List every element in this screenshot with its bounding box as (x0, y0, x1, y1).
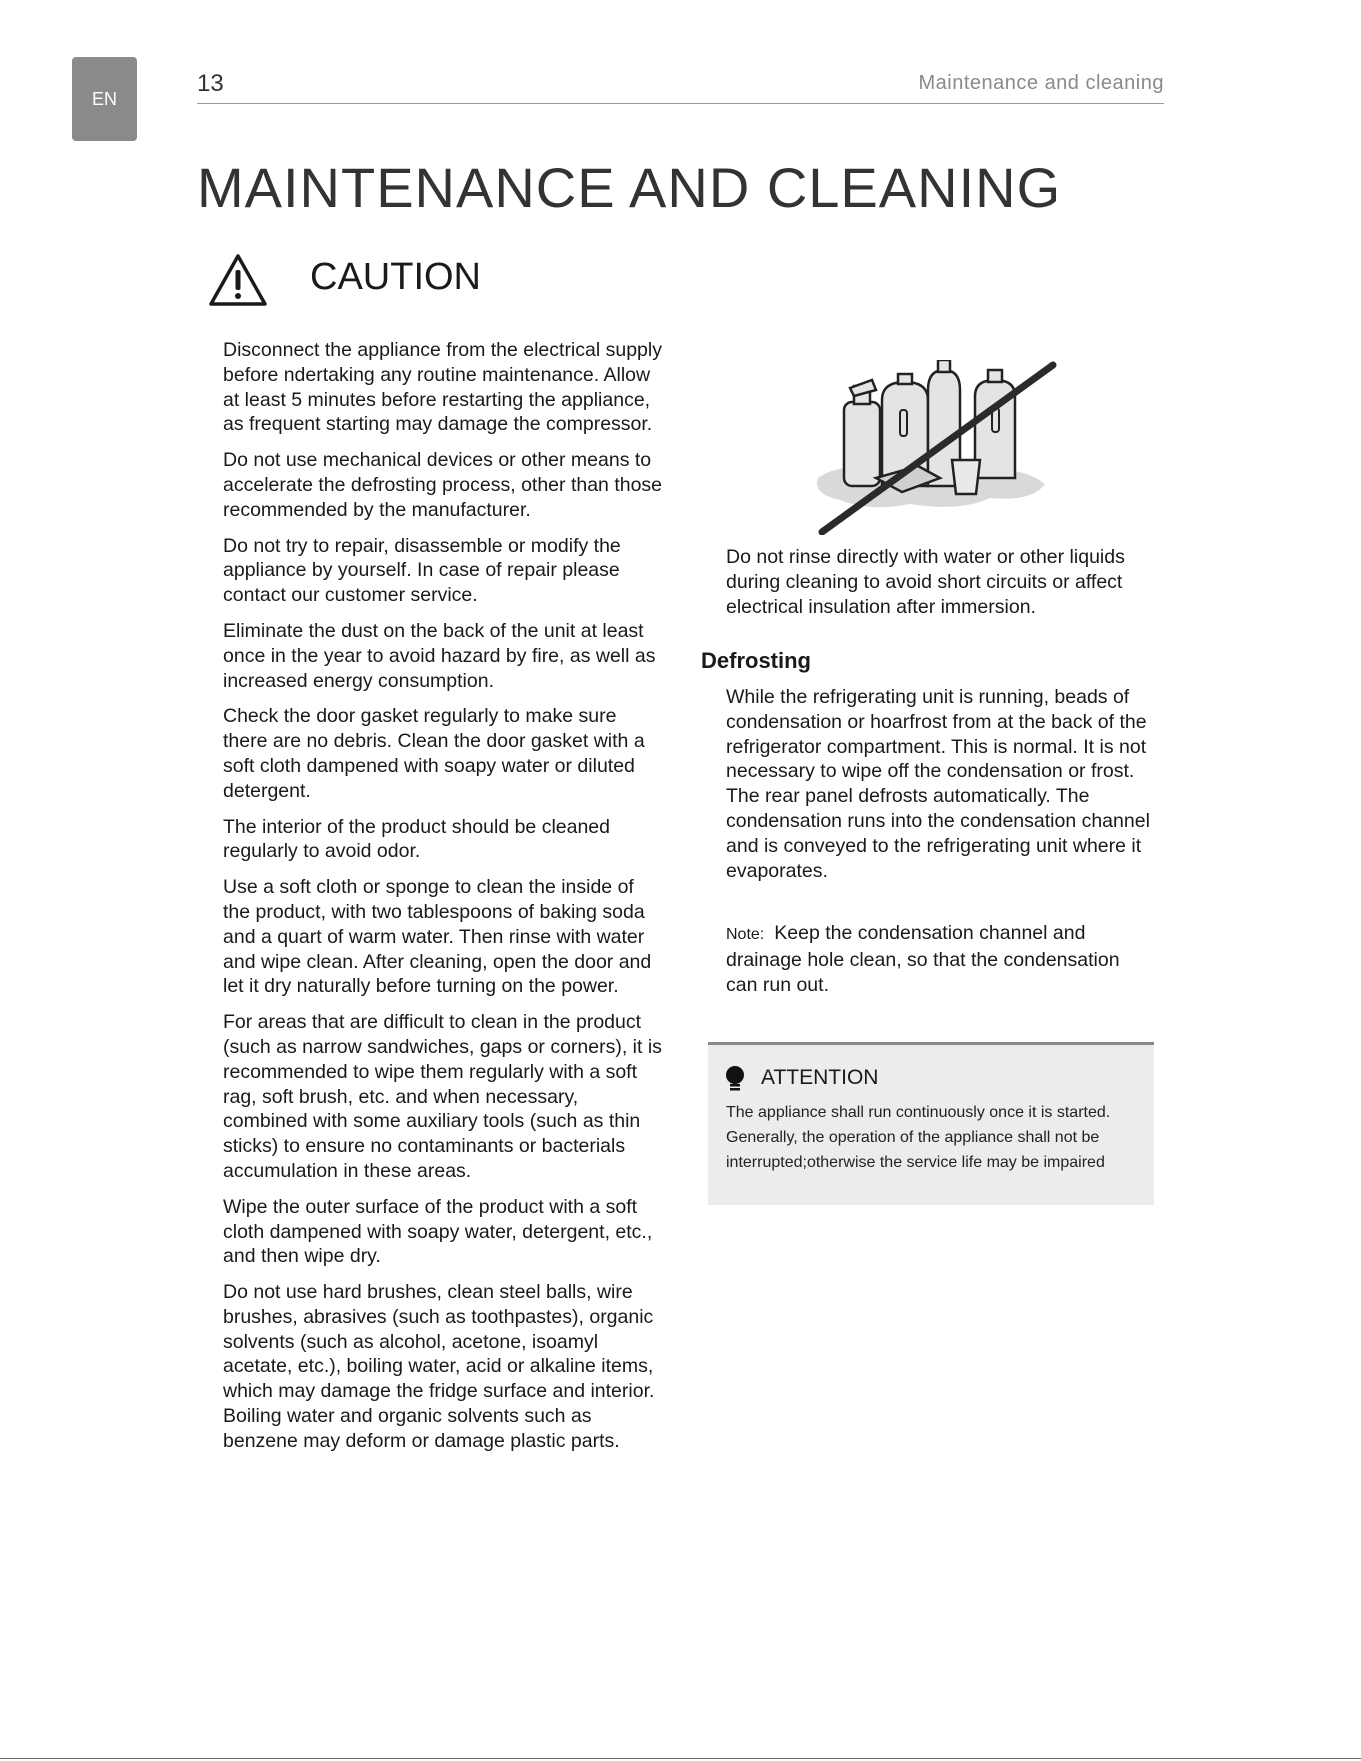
lightbulb-icon (724, 1065, 746, 1093)
attention-box (708, 1042, 1154, 1205)
caution-paragraph: Do not use hard brushes, clean steel balls, wire brushes, abrasives (such as toothpastes), organic solvents (such as alcohol, acetone, isoamyl acetate, etc.), boiling water, acid or alkaline items, which may damage the fridge surface and interior. Boiling water and organic solvents such as benzene may deform or damage plastic parts. (223, 1281, 655, 1452)
defrosting-heading: Defrosting (701, 648, 811, 673)
no-cleaning-chemicals-icon (810, 360, 1060, 535)
caution-paragraph: Use a soft cloth or sponge to clean the inside of the product, with two tablespoons of baking soda and a quart of warm water. Then rinse with water and wipe clean. After cleaning, open the door and let it dry naturally before turning on the power. (223, 876, 652, 998)
page-title: MAINTENANCE AND CLEANING (197, 156, 1062, 219)
note-label: Note: (726, 926, 765, 943)
warning-triangle-icon (208, 253, 268, 307)
attention-title: ATTENTION (761, 1066, 879, 1089)
caution-title: CAUTION (310, 256, 481, 298)
defrosting-note (726, 921, 1146, 997)
caution-paragraph: Eliminate the dust on the back of the unit at least once in the year to avoid hazard by fire, as well as increased energy consumption. (223, 619, 656, 692)
page-number: 13 (197, 70, 224, 97)
note-text: Keep the condensation channel and drainage hole clean, so that the condensation can run out. (726, 922, 1120, 996)
rinse-warning: Do not rinse directly with water or other liquids during cleaning to avoid short circuits or affect electrical insulation after immersion. (726, 546, 1125, 618)
language-tab: EN (72, 57, 137, 141)
bottom-divider (0, 1758, 1361, 1759)
caution-paragraph: Do not use mechanical devices or other means to accelerate the defrosting process, other than those recommended by the manufacturer. (223, 449, 663, 521)
defrosting-body: While the refrigerating unit is running, beads of condensation or hoarfrost from at the back of the refrigerator compartment. This is normal. It is not necessary to wipe off the condensation or frost. The rear panel defrosts automatically. The condensation runs into the condensation channel and is conveyed to the refrigerating unit where it evaporates. (726, 686, 1150, 882)
running-header: Maintenance and cleaning (918, 72, 1164, 94)
header-divider (197, 103, 1164, 104)
attention-text: The appliance shall run continuously once it is started. Generally, the operation of the appliance shall not be interrupted;otherwise the service life may be impaired (726, 1104, 1111, 1171)
caution-paragraph: For areas that are difficult to clean in the product (such as narrow sandwiches, gaps or corners), it is recommended to wipe them regularly with a soft rag, soft brush, etc. and when necessary, combined with some auxiliary tools (such as thin sticks) to ensure no contaminants or bacterials accumulation in these areas. (223, 1011, 662, 1182)
caution-paragraph: Disconnect the appliance from the electrical supply before ndertaking any routine maintenance. Allow at least 5 minutes before restarting the appliance, as frequent starting may damage the compressor. (223, 339, 662, 436)
caution-paragraph: Wipe the outer surface of the product with a soft cloth dampened with soapy water, detergent, etc., and then wipe dry. (223, 1195, 653, 1268)
caution-paragraph: Do not try to repair, disassemble or modify the appliance by yourself. In case of repair please contact our customer service. (223, 534, 621, 607)
caution-paragraph: Check the door gasket regularly to make sure there are no debris. Clean the door gasket with a soft cloth dampened with soapy water or diluted detergent. (223, 705, 645, 802)
caution-paragraph: The interior of the product should be cleaned regularly to avoid odor. (223, 815, 611, 863)
caution-paragraphs (223, 338, 663, 1465)
